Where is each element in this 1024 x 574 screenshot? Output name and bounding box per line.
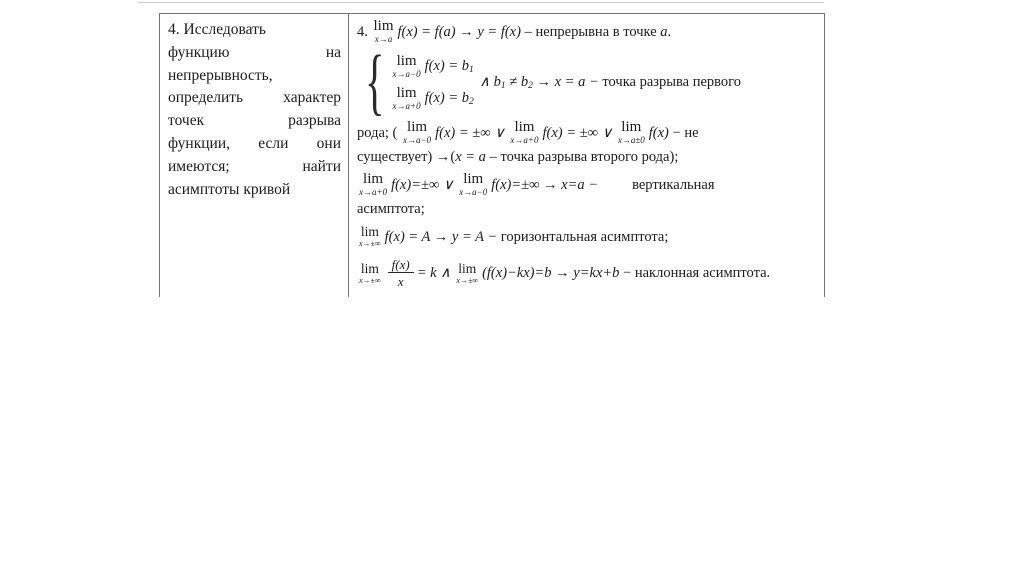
system-row bbox=[391, 54, 474, 79]
limit-operator bbox=[393, 54, 421, 79]
system-row bbox=[391, 86, 474, 111]
subscript-index: 2 bbox=[528, 80, 533, 91]
math-run: f(x) = ±∞ ∨ bbox=[542, 124, 616, 141]
text-run: . bbox=[667, 23, 672, 40]
task-text-line: непрерывность, bbox=[168, 66, 273, 84]
limit-operator bbox=[459, 172, 487, 197]
limit-operator bbox=[456, 262, 478, 285]
text-run: − наклонная асимптота. bbox=[619, 265, 771, 281]
limit-subscript: x→±∞ bbox=[359, 275, 381, 285]
limit-subscript: x→a+0 bbox=[392, 100, 421, 111]
task-text-line: имеются; найти bbox=[168, 157, 341, 175]
math-run: f(x)=±∞ ∨ bbox=[391, 176, 458, 193]
math-run: ≠ b bbox=[505, 74, 529, 90]
second-kind-discontinuity-line1 bbox=[357, 120, 820, 145]
oblique-asymptote bbox=[357, 257, 820, 289]
task-text-line: определить характер bbox=[168, 89, 341, 107]
math-run: ∧ b bbox=[475, 74, 501, 90]
text-run: точка разрыва первого bbox=[598, 74, 741, 90]
math-run: f(x) bbox=[648, 124, 669, 141]
task-text-line: функции, если они bbox=[168, 134, 341, 152]
fraction-denominator: x bbox=[397, 274, 404, 289]
system-brace-icon: { bbox=[364, 41, 385, 123]
fraction-numerator: f(x) bbox=[388, 257, 414, 273]
limit-operator bbox=[510, 120, 538, 145]
limit-word: lim bbox=[407, 119, 428, 135]
limit-word: lim bbox=[463, 171, 484, 187]
limit-operator bbox=[359, 172, 387, 197]
limit-word: lim bbox=[360, 260, 379, 276]
top-rule-divider bbox=[138, 2, 824, 3]
task-text-line: точек разрыва bbox=[168, 112, 341, 130]
math-run: a bbox=[660, 23, 668, 40]
math-run: → x = a − bbox=[532, 74, 599, 90]
task-text-line: асимптоты кривой bbox=[168, 180, 291, 198]
limit-subscript: x→±∞ bbox=[456, 275, 479, 285]
limit-word: lim bbox=[458, 260, 477, 276]
equation-system bbox=[357, 41, 474, 123]
limit-word: lim bbox=[360, 224, 379, 239]
limit-subscript: x→a−0 bbox=[392, 68, 421, 79]
math-run: f(x)=±∞ → x=a − bbox=[491, 176, 599, 193]
text-run: − не bbox=[668, 124, 699, 141]
task-text-line: 4. Исследовать bbox=[168, 21, 266, 38]
limit-word: lim bbox=[396, 52, 417, 69]
text-run: горизонтальная асимптота; bbox=[497, 228, 669, 245]
text-run: асимптота; bbox=[357, 201, 425, 217]
limit-operator bbox=[359, 225, 381, 248]
task-description-cell bbox=[160, 14, 348, 297]
subscript-index: 1 bbox=[500, 80, 506, 91]
limit-word: lim bbox=[621, 119, 642, 135]
continuity-definition bbox=[357, 19, 820, 44]
math-run: f(x) = f(a) → y = f(x) bbox=[397, 23, 521, 40]
limit-subscript: x→a±0 bbox=[617, 135, 645, 145]
math-run: = k ∧ bbox=[416, 265, 455, 281]
limit-subscript: x→±∞ bbox=[359, 239, 381, 248]
limit-subscript: x→a−0 bbox=[459, 187, 488, 197]
limit-word: lim bbox=[373, 18, 394, 34]
limit-operator bbox=[393, 86, 421, 111]
subscript-index: 2 bbox=[469, 96, 474, 107]
fraction bbox=[388, 257, 414, 289]
subscript-index: 1 bbox=[469, 64, 474, 75]
limit-operator bbox=[403, 120, 431, 145]
math-run: f(x) = b bbox=[424, 90, 470, 106]
system-rows bbox=[391, 54, 474, 111]
math-run: x = a bbox=[455, 149, 486, 165]
formula-cell bbox=[348, 14, 824, 297]
horizontal-asymptote bbox=[357, 225, 820, 248]
limit-subscript: x→a+0 bbox=[359, 187, 388, 197]
math-run: f(x) = ±∞ ∨ bbox=[435, 124, 509, 141]
limit-operator bbox=[359, 262, 381, 285]
limit-word: lim bbox=[396, 84, 417, 101]
limit-word: lim bbox=[363, 171, 384, 187]
text-run: 4. bbox=[357, 23, 372, 40]
second-kind-discontinuity-line2 bbox=[357, 148, 820, 166]
vertical-asymptote-line2 bbox=[357, 200, 820, 218]
text-run: вертикальная bbox=[632, 176, 715, 193]
limit-subscript: x→a+0 bbox=[510, 135, 539, 145]
limit-subscript: x→a bbox=[374, 34, 393, 44]
text-run: – непрерывна в точке bbox=[520, 23, 661, 40]
first-kind-discontinuity-system bbox=[357, 41, 820, 123]
limit-operator bbox=[618, 120, 645, 145]
analysis-table bbox=[159, 13, 825, 297]
vertical-asymptote-line1 bbox=[357, 172, 820, 197]
task-text-line: функцию на bbox=[168, 43, 341, 61]
limit-word: lim bbox=[514, 119, 535, 135]
text-run: – точка разрыва второго рода); bbox=[485, 149, 679, 165]
text-run: рода; ( bbox=[357, 124, 402, 141]
text-run: существует) →( bbox=[357, 149, 456, 165]
math-run: (f(x)−kx)=b → y=kx+b bbox=[482, 265, 620, 281]
limit-subscript: x→a−0 bbox=[403, 135, 432, 145]
math-run: f(x) = A → y = A − bbox=[384, 228, 498, 245]
math-run: f(x) = b bbox=[424, 58, 470, 74]
